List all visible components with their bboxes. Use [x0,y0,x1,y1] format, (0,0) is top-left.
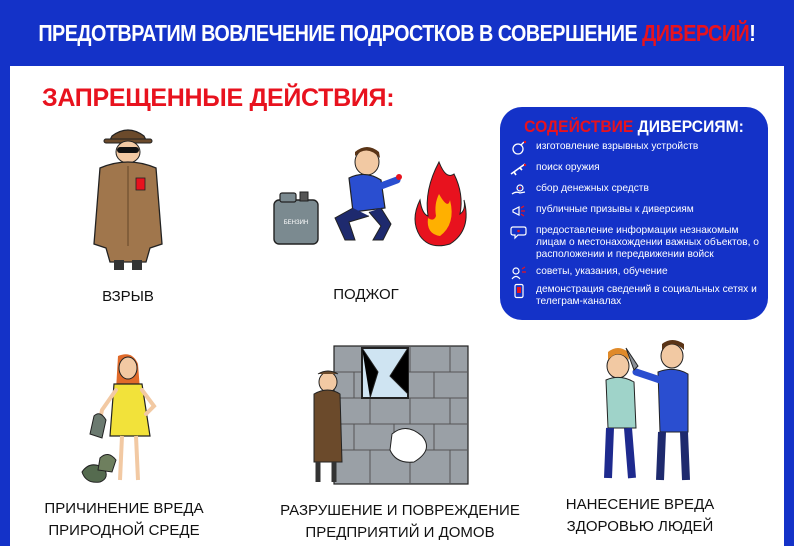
caption-nature-line1: ПРИЧИНЕНИЕ ВРЕДА [44,500,204,517]
rifle-icon [510,162,528,176]
caption-destruction-line2: ПРЕДПРИЯТИЙ И ДОМОВ [305,524,495,541]
panel-item-text: публичные призывы к диверсиям [536,204,694,215]
header-title-end: ! [749,19,756,46]
panel-title-accent: СОДЕЙСТВИЕ [524,117,634,136]
panel-item-rifle [510,162,766,176]
crouching-boy-illustration [325,146,407,246]
panel-item-megaphone [510,204,766,218]
caption-health-line2: ЗДОРОВЬЮ ЛЮДЕЙ [566,518,714,535]
panel-item-money [510,183,766,197]
header-title-main: ПРЕДОТВРАТИМ ВОВЛЕЧЕНИЕ ПОДРОСТКОВ В СОВЕРШЕНИЕ [38,19,638,46]
panel-item-text: советы, указания, обучение [536,266,668,277]
caption-arson: ПОДЖОГ [333,286,399,303]
panel-item-text: демонстрация сведений в социальных сетях и телеграм-каналах [536,284,757,307]
damaged-wall-illustration [310,342,472,488]
caption-health [560,494,720,538]
panel-item-info [510,225,766,261]
money-hand-icon [510,183,528,197]
caption-nature-line2: ПРИРОДНОЙ СРЕДЕ [48,522,200,539]
panel-item-phone [510,284,766,308]
panel-item-text: сбор денежных средств [536,183,649,194]
panel-item-advice [510,266,766,280]
caption-health-line1: НАНЕСЕНИЕ ВРЕДА [565,496,715,513]
chat-bubble-icon [510,225,528,239]
caption-destruction [280,500,520,544]
fuel-canister-illustration [270,190,322,246]
caption-explosion: ВЗРЫВ [102,288,154,305]
panel-title-main: ДИВЕРСИЯМ: [637,117,744,136]
megaphone-icon [510,204,528,218]
right-frame-border [784,0,794,546]
header-banner [0,0,794,66]
caption-destruction-line1: РАЗРУШЕНИЕ И ПОВРЕЖДЕНИЕ [280,502,520,519]
girl-littering-illustration [80,350,170,490]
canister-label: БЕНЗИН [283,220,309,226]
fire-illustration [410,160,468,248]
assistance-panel [500,107,768,320]
header-title [39,20,756,47]
panel-item-text: предоставление информации незнакомым лицам о местонахождении важных объектов, о расположении и передвижении войск [536,225,759,260]
bomb-icon [510,141,528,155]
panel-item-text: изготовление взрывных устройств [536,141,699,152]
panel-item-bomb [510,141,766,155]
left-frame-border [0,0,10,546]
panel-item-text: поиск оружия [536,162,600,173]
panel-title [511,117,758,137]
phone-icon [510,284,528,298]
header-title-accent: ДИВЕРСИЙ [642,19,750,46]
caption-nature [44,498,204,542]
advice-icon [510,266,528,280]
spy-illustration [88,126,168,272]
section-title: ЗАПРЕЩЕННЫЕ ДЕЙСТВИЯ: [42,84,395,112]
two-boys-illustration [596,340,700,486]
